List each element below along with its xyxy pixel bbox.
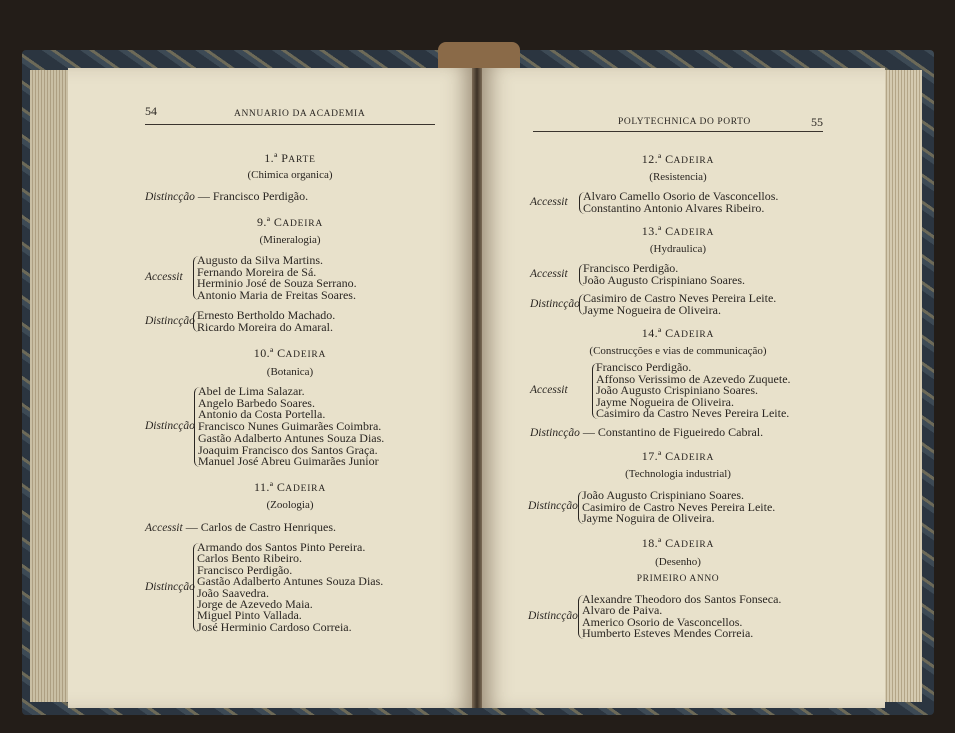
right-page-edges — [880, 70, 922, 702]
award-label: Distincção — [530, 297, 580, 310]
recipient-name: Alvaro Camello Osorio de Vasconcellos. — [583, 189, 779, 203]
recipient-name: Francisco Perdigão. — [197, 562, 293, 577]
recipient-name: Francisco Perdigão. — [583, 261, 679, 275]
recipient-name: Carlos Bento Ribeiro. — [197, 551, 302, 566]
section-heading: 18.ª CADEIRA — [641, 536, 715, 550]
section-heading: 14.ª CADEIRA — [641, 326, 715, 340]
recipient-name: Miguel Pinto Vallada. — [197, 608, 302, 623]
page-number: 54 — [145, 104, 157, 118]
award-label: Distincção — [145, 314, 195, 327]
recipient-name: Augusto da Silva Martins. — [197, 253, 323, 267]
section-subtitle: (Botanica) — [266, 366, 314, 378]
section-heading: 13.ª CADEIRA — [641, 224, 715, 238]
recipient-name: João Saavedra. — [197, 585, 269, 600]
running-head: POLYTECHNICA DO PORTO — [618, 117, 751, 127]
recipient-name: Jorge de Azevedo Maia. — [197, 597, 313, 611]
section-heading: 12.ª CADEIRA — [641, 152, 715, 166]
recipient-name: Ricardo Moreira do Amaral. — [197, 319, 333, 334]
section-heading: 1.ª PARTE — [264, 151, 316, 165]
recipient-name: Alexandre Theodoro dos Santos Fonseca. — [582, 592, 782, 606]
recipient-name: Affonso Verissimo de Azevedo Zuquete. — [596, 371, 791, 386]
recipient-name: Jayme Noguira de Oliveira. — [582, 511, 715, 525]
recipient-name: Antonio Maria de Freitas Soares. — [197, 287, 356, 302]
recipient-name: Ernesto Bertholdo Machado. — [197, 308, 336, 322]
section-subtitle: (Hydraulica) — [649, 243, 707, 255]
recipient-name: Humberto Esteves Mendes Correia. — [582, 626, 754, 641]
recipient-name: Constantino Antonio Alvares Ribeiro. — [583, 201, 765, 215]
section-subtitle: (Resistencia) — [649, 171, 707, 183]
recipient-name: Fernando Moreira de Sá. — [197, 264, 317, 279]
award-label: Accessit — [530, 383, 568, 396]
award-label: Accessit — [530, 268, 568, 280]
recipient-name: Antonio da Costa Portella. — [198, 407, 326, 422]
award-line: Accessit — Carlos de Castro Henriques. — [145, 520, 336, 534]
section-subtitle: (Construcções e vias de communicação) — [589, 345, 767, 357]
recipient-name: Armando dos Santos Pinto Pereira. — [197, 540, 366, 554]
running-head: ANNUARIO DA ACADEMIA — [234, 109, 366, 119]
book-gutter — [472, 68, 482, 708]
section-heading: 17.ª CADEIRA — [641, 449, 715, 463]
recipient-name: Gastão Adalberto Antunes Souza Dias. — [197, 574, 384, 589]
header-rule — [533, 131, 823, 132]
section-note: PRIMEIRO ANNO — [636, 574, 720, 584]
section-heading: 10.ª CADEIRA — [253, 346, 327, 360]
recipient-name: João Augusto Crispiniano Soares. — [582, 488, 744, 502]
recipient-name: Abel de Lima Salazar. — [198, 384, 305, 398]
section-subtitle: (Mineralogia) — [259, 234, 321, 246]
award-label: Distincção — [145, 580, 195, 593]
recipient-name: João Augusto Crispiniano Soares. — [583, 273, 745, 287]
section-subtitle: (Technologia industrial) — [625, 468, 731, 480]
recipient-name: Casimiro de Castro Neves Pereira Leite. — [582, 499, 776, 514]
recipient-name: Jayme Nogueira de Oliveira. — [583, 302, 721, 317]
section-subtitle: (Chimica organica) — [247, 169, 333, 181]
recipient-name: Joaquim Francisco dos Santos Graça. — [198, 442, 378, 457]
section-subtitle: (Zoologia) — [266, 499, 314, 511]
award-label: Accessit — [530, 196, 568, 208]
recipient-name: Casimiro de Castro Neves Pereira Leite. — [583, 291, 777, 305]
recipient-name: Francisco Perdigão. — [596, 360, 692, 374]
award-label: Distincção — [528, 609, 578, 622]
recipient-name: José Herminio Cardoso Correia. — [197, 619, 352, 634]
award-label: Distincção — [528, 500, 578, 513]
recipient-name: Jayme Nogueira de Oliveira. — [596, 394, 734, 409]
section-heading: 9.ª CADEIRA — [256, 215, 324, 229]
award-line: Distincção — Constantino de Figueiredo Cabral. — [530, 425, 764, 439]
award-label: Accessit — [145, 271, 183, 284]
award-line: Distincção — Francisco Perdigão. — [145, 189, 309, 203]
recipient-name: Angelo Barbedo Soares. — [198, 395, 315, 410]
award-label: Distincção — [145, 419, 195, 432]
recipient-name: Americo Osorio de Vasconcellos. — [582, 614, 743, 629]
header-rule — [145, 124, 435, 125]
section-subtitle: (Desenho) — [655, 556, 701, 568]
recipient-name: Gastão Adalberto Antunes Souza Dias. — [198, 430, 385, 445]
recipient-name: Herminio José de Souza Serrano. — [197, 276, 357, 291]
recipient-name: João Augusto Crispiniano Soares. — [596, 383, 758, 397]
page-number: 55 — [811, 115, 823, 129]
recipient-name: Casimiro da Castro Neves Pereira Leite. — [596, 406, 790, 420]
recipient-name: Francisco Nunes Guimarães Coimbra. — [198, 419, 382, 434]
recipient-name: Manuel José Abreu Guimarães Junior — [198, 454, 379, 469]
recipient-name: Alvaro de Paiva. — [582, 603, 663, 618]
section-heading: 11.ª CADEIRA — [254, 480, 326, 494]
